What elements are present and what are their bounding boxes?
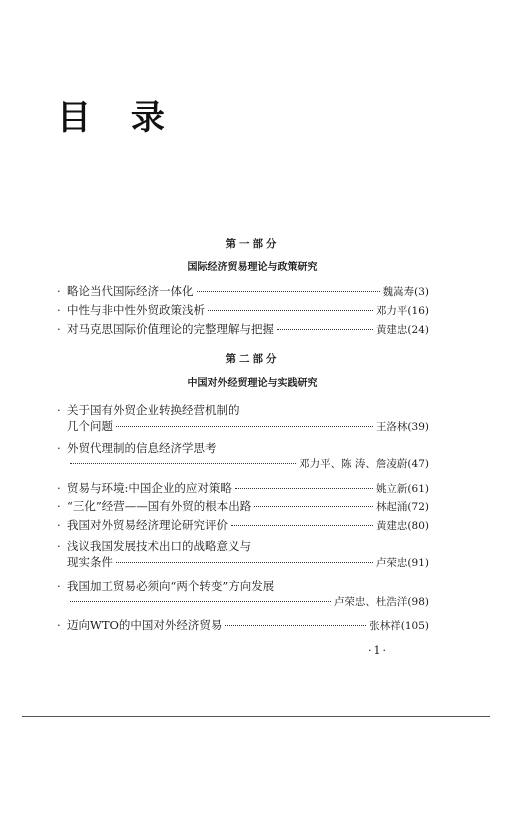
leader-dots bbox=[235, 488, 373, 489]
entry-title: 中性与非中性外贸政策浅析 bbox=[67, 303, 205, 317]
toc-entry[interactable]: · 浅议我国发展技术出口的战略意义与 现实条件 卢荣忠(91) bbox=[57, 539, 429, 569]
bottom-rule bbox=[22, 716, 490, 717]
leader-dots bbox=[116, 426, 373, 427]
entry-title: 略论当代国际经济一体化 bbox=[67, 284, 194, 298]
entry-title: 迈向WTO的中国对外经济贸易 bbox=[67, 618, 223, 632]
toc-entry[interactable]: · 对马克思国际价值理论的完整理解与把握 黄建忠(24) bbox=[57, 322, 429, 336]
leader-dots bbox=[254, 506, 373, 507]
entry-title: “三化”经营——国有外贸的根本出路 bbox=[67, 499, 252, 513]
entry-author: 黄建忠(80) bbox=[375, 520, 429, 532]
leader-dots bbox=[277, 329, 373, 330]
entry-author: 黄建忠(24) bbox=[375, 324, 429, 336]
leader-dots bbox=[225, 625, 366, 626]
entry-title: 贸易与环境:中国企业的应对策略 bbox=[67, 481, 232, 495]
leader-dots bbox=[197, 291, 380, 292]
entry-author: 邓力平、陈 涛、詹凌蔚(47) bbox=[299, 458, 429, 470]
leader-dots bbox=[116, 562, 373, 563]
toc-entry[interactable]: · 外贸代理制的信息经济学思考 邓力平、陈 涛、詹凌蔚(47) bbox=[57, 441, 429, 470]
leader-dots bbox=[231, 525, 373, 526]
entry-title: 外贸代理制的信息经济学思考 bbox=[67, 441, 217, 455]
toc-entry[interactable]: · 贸易与环境:中国企业的应对策略 姚立新(61) bbox=[57, 481, 429, 495]
toc-entry[interactable]: · 我国对外贸易经济理论研究评价 黄建忠(80) bbox=[57, 518, 429, 532]
entry-title: 对马克思国际价值理论的完整理解与把握 bbox=[67, 322, 274, 336]
entry-author: 姚立新(61) bbox=[375, 483, 429, 495]
part-two-subtitle: 中国对外经贸理论与实践研究 bbox=[187, 378, 318, 389]
entry-title: 我国对外贸易经济理论研究评价 bbox=[67, 518, 228, 532]
toc-entry[interactable]: · “三化”经营——国有外贸的根本出路 林起涌(72) bbox=[57, 499, 429, 513]
page-title: 目 录 bbox=[57, 98, 179, 138]
entry-author: 张林祥(105) bbox=[369, 620, 429, 632]
toc-entry[interactable]: · 中性与非中性外贸政策浅析 邓力平(16) bbox=[57, 303, 429, 317]
toc-entry[interactable]: · 我国加工贸易必须向“两个转变”方向发展 卢荣忠、杜浩洋(98) bbox=[57, 579, 429, 608]
entry-author: 林起涌(72) bbox=[375, 501, 429, 513]
toc-entry[interactable]: · 关于国有外贸企业转换经营机制的 几个问题 王洛林(39) bbox=[57, 403, 429, 433]
part-one-subtitle: 国际经济贸易理论与政策研究 bbox=[187, 262, 318, 273]
page-number: ·1· bbox=[368, 644, 388, 657]
leader-dots bbox=[208, 310, 373, 311]
entry-author: 卢荣忠、杜浩洋(98) bbox=[333, 596, 429, 608]
entry-title: 关于国有外贸企业转换经营机制的 bbox=[67, 403, 240, 417]
entry-title: 我国加工贸易必须向“两个转变”方向发展 bbox=[67, 579, 275, 593]
leader-dots bbox=[70, 463, 296, 464]
leader-dots bbox=[70, 601, 331, 602]
toc-entry[interactable]: · 迈向WTO的中国对外经济贸易 张林祥(105) bbox=[57, 618, 429, 632]
part-two-label: 第二部分 bbox=[225, 353, 280, 365]
toc-entry[interactable]: · 略论当代国际经济一体化 魏嵩寿(3) bbox=[57, 284, 429, 298]
entry-title: 浅议我国发展技术出口的战略意义与 bbox=[67, 539, 251, 553]
entry-author: 魏嵩寿(3) bbox=[382, 286, 429, 298]
part-one-label: 第一部分 bbox=[225, 238, 280, 250]
entry-title-cont: 几个问题 bbox=[67, 419, 113, 433]
entry-author: 王洛林(39) bbox=[375, 421, 429, 433]
entry-author: 卢荣忠(91) bbox=[375, 557, 429, 569]
entry-title-cont: 现实条件 bbox=[67, 555, 113, 569]
entry-author: 邓力平(16) bbox=[375, 305, 429, 317]
